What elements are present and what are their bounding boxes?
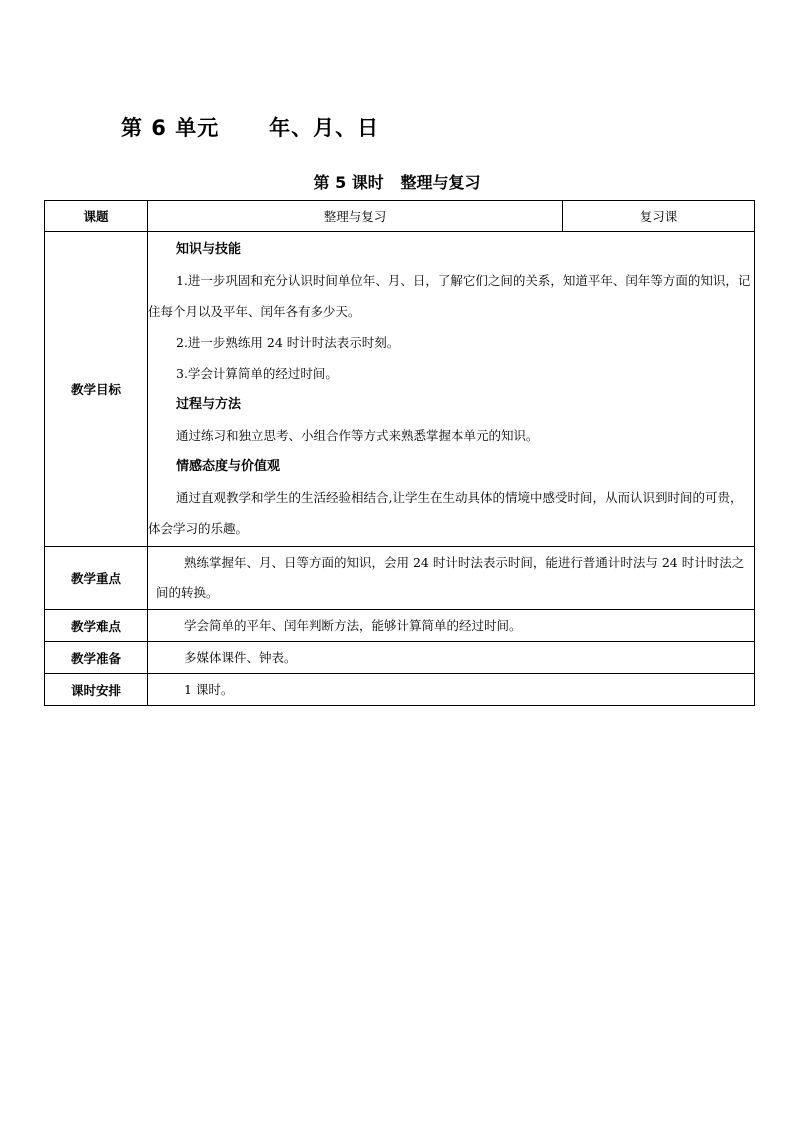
preparation-label: 教学准备 xyxy=(45,642,148,674)
preparation-paragraph: 多媒体课件、钟表。 xyxy=(184,650,297,665)
knowledge-heading: 知识与技能 xyxy=(176,242,242,257)
table-row-difficulties xyxy=(45,610,755,642)
key-points-text xyxy=(148,547,755,610)
objective-k3: 3.学会计算简单的经过时间。 xyxy=(176,366,338,381)
schedule-label: 课时安排 xyxy=(45,674,148,706)
schedule-paragraph: 1 课时。 xyxy=(184,682,234,697)
objective-p1: 通过练习和独立思考、小组合作等方式来熟悉掌握本单元的知识。 xyxy=(176,428,539,443)
objectives-content xyxy=(148,232,755,547)
unit-title: 第 6 单元 年、月、日 xyxy=(121,116,380,140)
table-row-key-points xyxy=(45,547,755,610)
table-row-preparation xyxy=(45,642,755,674)
objective-e1: 通过直观教学和学生的生活经验相结合,让学生在生动具体的情境中感受时间，从而认识到时间的可贵，体会学习的乐趣。 xyxy=(148,490,743,536)
preparation-text xyxy=(148,642,755,674)
lesson-title: 第 5 课时 整理与复习 xyxy=(313,173,481,192)
objective-k2: 2.进一步熟练用 24 时计时法表示时刻。 xyxy=(176,335,400,350)
emotion-heading: 情感态度与价值观 xyxy=(176,459,281,474)
table-row-objectives xyxy=(45,232,755,547)
table-row-topic xyxy=(45,201,755,232)
topic-value: 整理与复习 xyxy=(148,201,563,232)
difficulties-label: 教学难点 xyxy=(45,610,148,642)
table-row-schedule xyxy=(45,674,755,706)
topic-label: 课题 xyxy=(45,201,148,232)
process-heading: 过程与方法 xyxy=(176,397,242,412)
difficulties-text xyxy=(148,610,755,642)
objectives-label: 教学目标 xyxy=(45,232,148,547)
schedule-text xyxy=(148,674,755,706)
lesson-plan-table xyxy=(44,200,755,706)
objective-k1: 1.进一步巩固和充分认识时间单位年、月、日，了解它们之间的关系，知道平年、闰年等方面的知识，记住每个月以及平年、闰年各有多少天。 xyxy=(148,273,751,319)
lesson-type: 复习课 xyxy=(563,201,755,232)
key-points-label: 教学重点 xyxy=(45,547,148,610)
key-points-paragraph: 熟练掌握年、月、日等方面的知识，会用 24 时计时法表示时间，能进行普通计时法与 24 时计时法之间的转换。 xyxy=(156,555,745,600)
difficulties-paragraph: 学会简单的平年、闰年判断方法，能够计算简单的经过时间。 xyxy=(184,618,522,633)
